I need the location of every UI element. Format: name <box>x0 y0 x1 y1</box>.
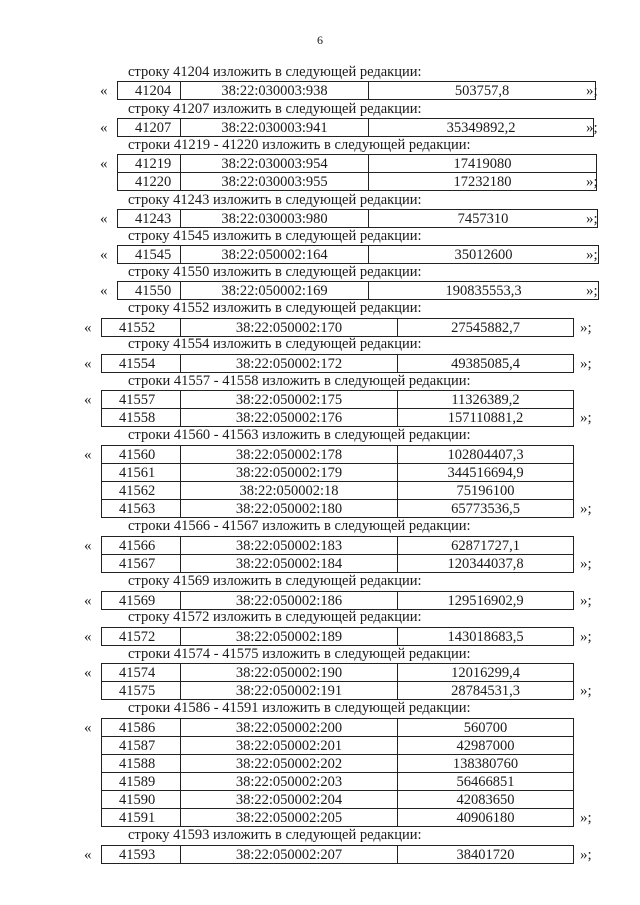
value-cell: 11326389,2 <box>398 391 574 409</box>
close-quote-mark: »; <box>586 247 598 263</box>
amendment-instruction: строки 41586 - 41591 изложить в следующей редакции: <box>128 700 471 716</box>
open-quote-mark: « <box>84 538 92 554</box>
open-quote-mark: « <box>100 211 108 227</box>
open-quote-mark: « <box>84 720 92 736</box>
open-quote-mark: « <box>84 320 92 336</box>
row-number-cell: 41219 <box>118 155 181 173</box>
close-quote-mark: »; <box>580 593 592 609</box>
row-number-cell: 41552 <box>102 319 181 337</box>
open-quote-mark: « <box>84 356 92 372</box>
cadastral-number-cell: 38:22:050002:205 <box>181 809 398 827</box>
table-row <box>102 482 574 500</box>
amendment-instruction: строку 41572 изложить в следующей редакции: <box>128 609 422 625</box>
cadastral-number-cell: 38:22:050002:200 <box>181 719 398 737</box>
row-number-cell: 41561 <box>102 464 181 482</box>
amendment-table <box>117 281 599 300</box>
table-row <box>102 446 574 464</box>
amendment-table <box>117 118 594 137</box>
table-row <box>102 319 574 337</box>
value-cell: 344516694,9 <box>398 464 574 482</box>
row-number-cell: 41572 <box>102 628 181 646</box>
table-row <box>118 210 598 228</box>
row-number-cell: 41554 <box>102 355 181 373</box>
row-number-cell: 41550 <box>118 282 181 300</box>
table-row <box>102 391 574 409</box>
value-cell: 17232180 <box>369 173 597 191</box>
table-row <box>102 791 574 809</box>
value-cell: 102804407,3 <box>398 446 574 464</box>
row-number-cell: 41588 <box>102 755 181 773</box>
amendment-table <box>117 209 598 228</box>
open-quote-mark: « <box>84 665 92 681</box>
row-number-cell: 41589 <box>102 773 181 791</box>
cadastral-number-cell: 38:22:030003:938 <box>181 82 369 100</box>
value-cell: 28784531,3 <box>398 682 574 700</box>
table-row <box>102 719 574 737</box>
table-row <box>118 155 597 173</box>
value-cell: 35349892,2 <box>369 119 594 137</box>
amendment-instruction: строку 41550 изложить в следующей редакции: <box>128 264 422 280</box>
row-number-cell: 41243 <box>118 210 181 228</box>
amendment-table <box>101 445 574 518</box>
close-quote-mark: »; <box>586 83 598 99</box>
table-row <box>118 173 597 191</box>
amendment-instruction: строки 41557 - 41558 изложить в следующей редакции: <box>128 373 471 389</box>
close-quote-mark: »; <box>580 356 592 372</box>
table-row <box>102 664 574 682</box>
cadastral-number-cell: 38:22:030003:980 <box>181 210 369 228</box>
close-quote-mark: »; <box>580 320 592 336</box>
amendment-instruction: строку 41554 изложить в следующей редакции: <box>128 336 422 352</box>
amendment-instruction: строки 41219 - 41220 изложить в следующей редакции: <box>128 137 471 153</box>
row-number-cell: 41586 <box>102 719 181 737</box>
open-quote-mark: « <box>84 392 92 408</box>
value-cell: 42987000 <box>398 737 574 755</box>
amendment-instruction: строку 41545 изложить в следующей редакции: <box>128 228 422 244</box>
value-cell: 49385085,4 <box>398 355 574 373</box>
table-row <box>118 119 594 137</box>
close-quote-mark: »; <box>580 683 592 699</box>
cadastral-number-cell: 38:22:050002:179 <box>181 464 398 482</box>
amendment-instruction: строку 41207 изложить в следующей редакции: <box>128 101 422 117</box>
amendment-instruction: строку 41569 изложить в следующей редакции: <box>128 573 422 589</box>
row-number-cell: 41566 <box>102 537 181 555</box>
value-cell: 157110881,2 <box>398 409 574 427</box>
amendment-instruction: строку 41593 изложить в следующей редакции: <box>128 827 422 843</box>
cadastral-number-cell: 38:22:050002:207 <box>181 846 398 864</box>
row-number-cell: 41575 <box>102 682 181 700</box>
value-cell: 560700 <box>398 719 574 737</box>
cadastral-number-cell: 38:22:050002:170 <box>181 319 398 337</box>
amendment-table <box>101 627 574 646</box>
row-number-cell: 41593 <box>102 846 181 864</box>
table-row <box>102 555 574 573</box>
row-number-cell: 41545 <box>118 246 181 264</box>
cadastral-number-cell: 38:22:050002:183 <box>181 537 398 555</box>
value-cell: 35012600 <box>369 246 599 264</box>
value-cell: 40906180 <box>398 809 574 827</box>
cadastral-number-cell: 38:22:050002:204 <box>181 791 398 809</box>
close-quote-mark: »; <box>580 556 592 572</box>
amendment-table <box>117 81 596 100</box>
cadastral-number-cell: 38:22:050002:172 <box>181 355 398 373</box>
value-cell: 42083650 <box>398 791 574 809</box>
value-cell: 7457310 <box>369 210 598 228</box>
amendment-table <box>117 245 599 264</box>
cadastral-number-cell: 38:22:050002:178 <box>181 446 398 464</box>
open-quote-mark: « <box>84 847 92 863</box>
close-quote-mark: »; <box>586 174 598 190</box>
value-cell: 75196100 <box>398 482 574 500</box>
amendment-table <box>101 845 574 864</box>
value-cell: 143018683,5 <box>398 628 574 646</box>
cadastral-number-cell: 38:22:030003:941 <box>181 119 369 137</box>
value-cell: 138380760 <box>398 755 574 773</box>
cadastral-number-cell: 38:22:050002:186 <box>181 592 398 610</box>
table-row <box>102 537 574 555</box>
table-row <box>102 628 574 646</box>
close-quote-mark: »; <box>586 211 598 227</box>
cadastral-number-cell: 38:22:050002:203 <box>181 773 398 791</box>
close-quote-mark: »; <box>580 410 592 426</box>
value-cell: 120344037,8 <box>398 555 574 573</box>
table-row <box>102 682 574 700</box>
cadastral-number-cell: 38:22:050002:184 <box>181 555 398 573</box>
close-quote-mark: »; <box>580 847 592 863</box>
amendment-table <box>101 718 574 827</box>
open-quote-mark: « <box>84 593 92 609</box>
cadastral-number-cell: 38:22:050002:189 <box>181 628 398 646</box>
row-number-cell: 41220 <box>118 173 181 191</box>
cadastral-number-cell: 38:22:030003:954 <box>181 155 369 173</box>
value-cell: 27545882,7 <box>398 319 574 337</box>
amendment-table <box>101 318 574 337</box>
value-cell: 17419080 <box>369 155 597 173</box>
row-number-cell: 41204 <box>118 82 181 100</box>
amendment-instruction: строку 41243 изложить в следующей редакции: <box>128 192 422 208</box>
row-number-cell: 41563 <box>102 500 181 518</box>
amendment-table <box>101 536 574 573</box>
row-number-cell: 41569 <box>102 592 181 610</box>
amendment-table <box>117 154 597 191</box>
table-row <box>102 737 574 755</box>
open-quote-mark: « <box>100 156 108 172</box>
row-number-cell: 41567 <box>102 555 181 573</box>
amendment-instruction: строки 41566 - 41567 изложить в следующей редакции: <box>128 518 471 534</box>
close-quote-mark: »; <box>580 629 592 645</box>
row-number-cell: 41587 <box>102 737 181 755</box>
open-quote-mark: « <box>100 247 108 263</box>
open-quote-mark: « <box>84 447 92 463</box>
table-row <box>102 592 574 610</box>
close-quote-mark: »; <box>580 810 592 826</box>
table-row <box>102 500 574 518</box>
cadastral-number-cell: 38:22:050002:169 <box>181 282 369 300</box>
table-row <box>118 246 599 264</box>
table-row <box>102 755 574 773</box>
row-number-cell: 41562 <box>102 482 181 500</box>
open-quote-mark: « <box>100 283 108 299</box>
value-cell: 503757,8 <box>369 82 596 100</box>
cadastral-number-cell: 38:22:050002:176 <box>181 409 398 427</box>
amendment-table <box>101 663 574 700</box>
cadastral-number-cell: 38:22:050002:201 <box>181 737 398 755</box>
row-number-cell: 41574 <box>102 664 181 682</box>
value-cell: 38401720 <box>398 846 574 864</box>
value-cell: 56466851 <box>398 773 574 791</box>
table-row <box>118 82 596 100</box>
open-quote-mark: « <box>100 83 108 99</box>
cadastral-number-cell: 38:22:050002:202 <box>181 755 398 773</box>
row-number-cell: 41207 <box>118 119 181 137</box>
table-row <box>102 773 574 791</box>
open-quote-mark: « <box>84 629 92 645</box>
cadastral-number-cell: 38:22:050002:190 <box>181 664 398 682</box>
row-number-cell: 41557 <box>102 391 181 409</box>
close-quote-mark: »; <box>586 120 598 136</box>
value-cell: 62871727,1 <box>398 537 574 555</box>
cadastral-number-cell: 38:22:050002:18 <box>181 482 398 500</box>
cadastral-number-cell: 38:22:050002:164 <box>181 246 369 264</box>
close-quote-mark: »; <box>580 501 592 517</box>
value-cell: 129516902,9 <box>398 592 574 610</box>
amendment-table <box>101 591 574 610</box>
amendment-instruction: строку 41204 изложить в следующей редакции: <box>128 64 422 80</box>
table-row <box>102 464 574 482</box>
amendment-table <box>101 354 574 373</box>
table-row <box>102 355 574 373</box>
value-cell: 190835553,3 <box>369 282 599 300</box>
cadastral-number-cell: 38:22:050002:175 <box>181 391 398 409</box>
table-row <box>102 846 574 864</box>
amendment-instruction: строки 41560 - 41563 изложить в следующей редакции: <box>128 427 471 443</box>
value-cell: 65773536,5 <box>398 500 574 518</box>
row-number-cell: 41590 <box>102 791 181 809</box>
amendment-instruction: строки 41574 - 41575 изложить в следующей редакции: <box>128 646 471 662</box>
cadastral-number-cell: 38:22:050002:180 <box>181 500 398 518</box>
table-row <box>118 282 599 300</box>
value-cell: 12016299,4 <box>398 664 574 682</box>
open-quote-mark: « <box>100 120 108 136</box>
table-row <box>102 409 574 427</box>
cadastral-number-cell: 38:22:050002:191 <box>181 682 398 700</box>
row-number-cell: 41558 <box>102 409 181 427</box>
cadastral-number-cell: 38:22:030003:955 <box>181 173 369 191</box>
row-number-cell: 41591 <box>102 809 181 827</box>
page-number: 6 <box>317 33 323 47</box>
table-row <box>102 809 574 827</box>
amendment-table <box>101 390 574 427</box>
row-number-cell: 41560 <box>102 446 181 464</box>
close-quote-mark: »; <box>586 283 598 299</box>
amendment-instruction: строку 41552 изложить в следующей редакции: <box>128 300 422 316</box>
